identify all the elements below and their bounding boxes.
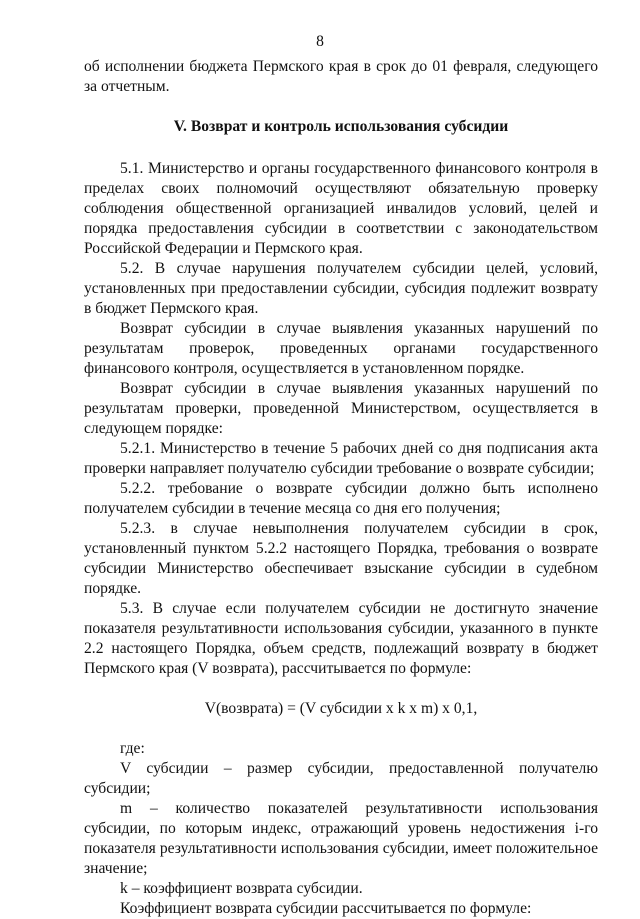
page-number: 8	[316, 33, 324, 50]
section-heading: V. Возврат и контроль использования субсидии	[173, 118, 509, 135]
paragraph-5-1: 5.1. Министерство и органы государственного финансового контроля в пределах своих полномочий осуществляют обязательную проверку соблюдения общественной организацией инвалидов условий, целей и порядка предоставления субсидии в соответствии с законодательством Российской Федерации и Пермского края.	[84, 160, 598, 257]
definition-m: m – количество показателей результативности использования субсидии, по которым индекс, отражающий уровень недостижения i-го показателя результативности использования субсидии, имеет положительное значение;	[84, 800, 598, 877]
definition-k: k – коэффициент возврата субсидии.	[120, 880, 363, 897]
paragraph-coefficient: Коэффициент возврата субсидии рассчитывается по формуле:	[120, 900, 532, 917]
definition-v-subsidy: V субсидии – размер субсидии, предоставленной получателю субсидии;	[84, 760, 598, 797]
document-body	[84, 57, 598, 919]
paragraph-return-audit: Возврат субсидии в случае выявления указанных нарушений по результатам проверок, проведенных органами государственного финансового контроля, осуществляется в установленном порядке.	[84, 320, 598, 377]
paragraph-5-2-3: 5.2.3. в случае невыполнения получателем субсидии в срок, установленный пунктом 5.2.2 настоящего Порядка, требования о возврате субсидии Министерство обеспечивает взыскание субсидии в судебном порядке.	[84, 520, 598, 597]
formula-return-volume: V(возврата) = (V субсидии x k x m) x 0,1,	[204, 700, 478, 717]
paragraph-5-2: 5.2. В случае нарушения получателем субсидии целей, условий, установленных при предоставлении субсидии, субсидия подлежит возврату в бюджет Пермского края.	[84, 260, 598, 317]
paragraph-return-ministry: Возврат субсидии в случае выявления указанных нарушений по результатам проверки, проведенной Министерством, осуществляется в следующем порядке:	[84, 380, 598, 437]
paragraph-continuation: об исполнении бюджета Пермского края в срок до 01 февраля, следующего за отчетным.	[84, 58, 598, 95]
paragraph-5-2-2: 5.2.2. требование о возврате субсидии должно быть исполнено получателем субсидии в течение месяца со дня его получения;	[84, 480, 598, 517]
paragraph-5-2-1: 5.2.1. Министерство в течение 5 рабочих дней со дня подписания акта проверки направляет получателю субсидии требование о возврате субсидии;	[84, 440, 598, 477]
paragraph-5-3: 5.3. В случае если получателем субсидии не достигнуто значение показателя результативности использования субсидии, указанного в пункте 2.2 настоящего Порядка, объем средств, подлежащий возврату в бюджет Пермского края (V возврата), рассчитывается по формуле:	[84, 600, 598, 677]
paragraph-where: где:	[120, 740, 145, 757]
